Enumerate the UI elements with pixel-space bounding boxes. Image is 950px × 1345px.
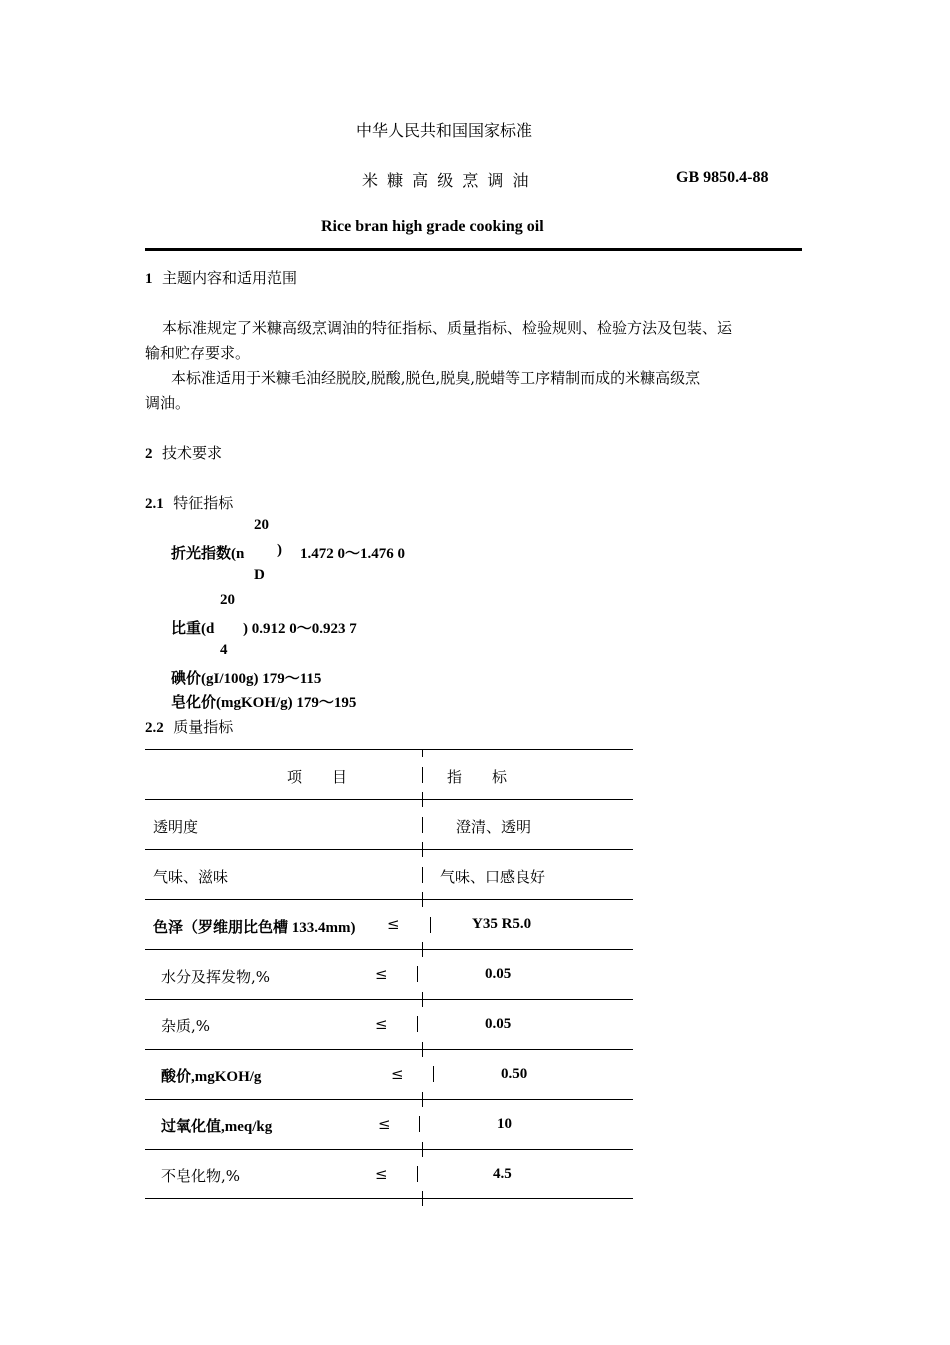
leq-sign: ≤: [391, 1065, 404, 1083]
column-separator: [419, 1116, 420, 1132]
table-rule: [145, 949, 633, 950]
table-rule: [145, 999, 633, 1000]
title-chinese: 米 糠 高 级 烹 调 油: [362, 171, 531, 190]
table-cell-value: 10: [497, 1116, 512, 1132]
table-rule: [145, 1049, 633, 1050]
leq-sign: ≤: [375, 1165, 388, 1183]
section-2-1-number: 2.1: [145, 496, 164, 512]
table-cell-item: 色泽（罗维朋比色槽 133.4mm): [153, 920, 356, 936]
specific-gravity-value: ) 0.912 0～0.923 7: [243, 621, 357, 637]
section-2-1-title: 特征指标: [173, 494, 234, 512]
leq-sign: ≤: [375, 965, 388, 983]
table-cell-item: 杂质,%: [161, 1017, 211, 1035]
table-tick: [422, 992, 423, 1007]
column-separator: [422, 817, 423, 833]
refractive-label: [171, 542, 244, 563]
standard-code: GB 9850.4-88: [676, 169, 769, 186]
section-2-1-heading: [145, 492, 233, 513]
table-rule: [145, 749, 633, 750]
table-cell-value: 4.5: [493, 1166, 512, 1182]
refractive-close: ): [277, 542, 282, 558]
table-rule: [145, 899, 633, 900]
refractive-sup: 20: [254, 517, 269, 533]
section-1-para-2-line-1: 本标准适用于米糠毛油经脱胶,脱酸,脱色,脱臭,脱蜡等工序精制而成的米糠高级烹: [171, 369, 701, 387]
column-separator: [422, 867, 423, 883]
column-separator: [433, 1066, 434, 1082]
section-1-number: 1: [145, 271, 153, 287]
table-cell-value: 气味、口感良好: [440, 868, 546, 886]
refractive-label-text: 折光指数(n: [171, 546, 245, 562]
table-rule: [145, 799, 633, 800]
title-english: Rice bran high grade cooking oil: [321, 218, 544, 235]
section-2-2-title: 质量指标: [173, 718, 234, 736]
table-cell-item: 酸价,mgKOH/g: [161, 1069, 262, 1085]
table-tick: [422, 1042, 423, 1057]
table-rule: [145, 849, 633, 850]
table-cell-item: 气味、滋味: [153, 868, 229, 886]
section-1-para-1-line-2: 输和贮存要求。: [145, 344, 251, 362]
table-cell-value: 0.05: [485, 1016, 512, 1032]
table-tick: [422, 942, 423, 957]
column-header-item: 项 目: [287, 768, 348, 786]
table-cell-item: 透明度: [153, 818, 199, 836]
table-cell-value: 0.50: [501, 1066, 528, 1082]
column-separator: [422, 767, 423, 783]
table-cell-value: 澄清、透明: [456, 818, 532, 836]
standard-org: 中华人民共和国国家标准: [356, 121, 533, 140]
leq-sign: ≤: [378, 1115, 391, 1133]
table-cell-item: 水分及挥发物,%: [161, 968, 271, 986]
column-separator: [417, 1016, 418, 1032]
section-2-title: 技术要求: [162, 444, 223, 462]
table-cell-item: 不皂化物,%: [161, 1167, 241, 1185]
column-header-index: 指 标: [447, 768, 508, 786]
section-1-para-1-line-1: 本标准规定了米糠高级烹调油的特征指标、质量指标、检验规则、检验方法及包装、运: [162, 319, 733, 337]
section-2-number: 2: [145, 446, 153, 462]
table-tick: [422, 792, 423, 807]
iodine-value: 碘价(gI/100g) 179～115: [171, 671, 322, 687]
table-tick: [422, 1092, 423, 1107]
column-separator: [417, 1166, 418, 1182]
table-cell-value: Y35 R5.0: [472, 916, 532, 932]
refractive-sub: D: [254, 567, 265, 583]
section-2-2-heading: [145, 716, 233, 737]
table-tick: [422, 1191, 423, 1206]
header-rule: [145, 248, 802, 251]
specific-gravity-sub: 4: [220, 642, 228, 658]
section-1-title: 主题内容和适用范围: [162, 269, 298, 287]
table-rule: [145, 1099, 633, 1100]
specific-gravity-sup: 20: [220, 592, 235, 608]
table-rule: [145, 1198, 633, 1199]
table-tick: [422, 842, 423, 857]
table-tick: [422, 892, 423, 907]
column-separator: [430, 917, 431, 933]
saponification-value: 皂化价(mgKOH/g) 179～195: [171, 695, 357, 711]
table-cell-item: 过氧化值,meq/kg: [161, 1119, 273, 1135]
leq-sign: ≤: [387, 915, 400, 933]
table-rule: [145, 1149, 633, 1150]
table-tick: [422, 749, 423, 757]
specific-gravity-label: 比重(d: [171, 621, 215, 637]
table-tick: [422, 1142, 423, 1157]
section-2-heading: [145, 442, 222, 463]
section-1-heading: [145, 267, 297, 288]
section-2-2-number: 2.2: [145, 720, 164, 736]
table-cell-value: 0.05: [485, 966, 512, 982]
section-1-para-2-line-2: 调油。: [145, 394, 191, 412]
leq-sign: ≤: [375, 1015, 388, 1033]
refractive-value: 1.472 0～1.476 0: [300, 546, 406, 562]
column-separator: [417, 966, 418, 982]
